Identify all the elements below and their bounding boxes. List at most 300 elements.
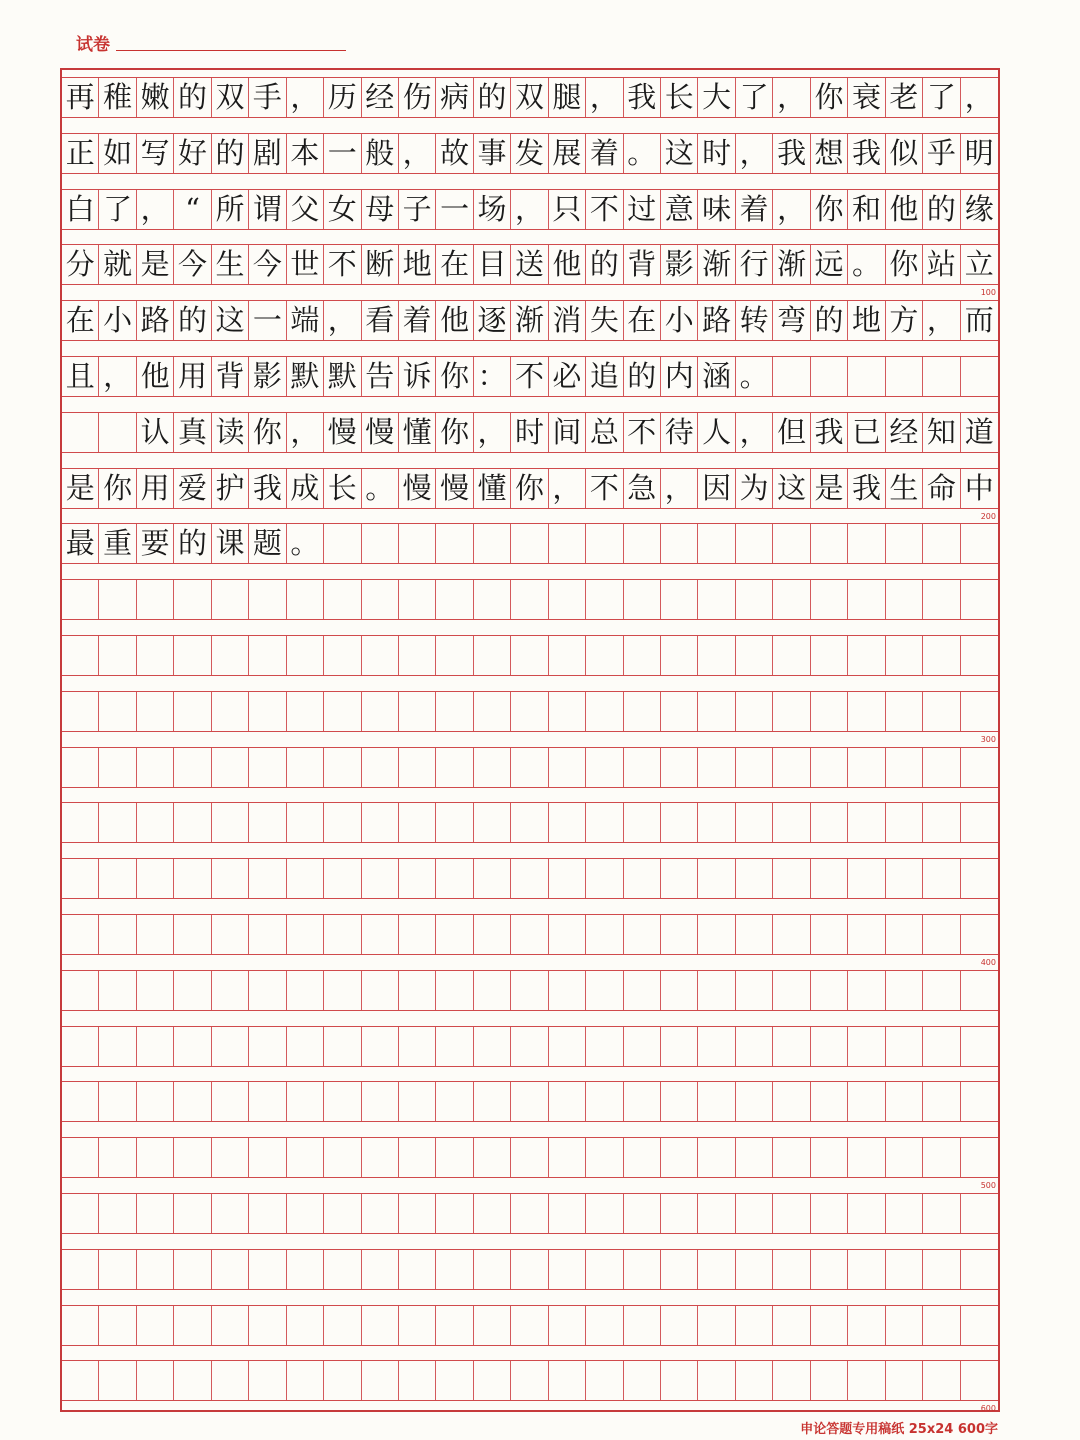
grid-cell: 只 bbox=[549, 190, 586, 229]
char-count-marker: 300 bbox=[980, 734, 996, 744]
grid-cell bbox=[62, 1361, 99, 1400]
grid-cell bbox=[474, 915, 511, 954]
grid-cell bbox=[212, 1306, 249, 1345]
grid-cell bbox=[511, 1194, 548, 1233]
grid-cell: ， bbox=[923, 301, 960, 340]
grid-cell bbox=[362, 580, 399, 619]
grid-cell bbox=[399, 1082, 436, 1121]
grid-cell bbox=[923, 1138, 960, 1177]
grid-cell: 成 bbox=[287, 469, 324, 508]
grid-cell bbox=[624, 692, 661, 731]
grid-cell: 写 bbox=[137, 134, 174, 173]
grid-cell bbox=[736, 692, 773, 731]
grid-cell bbox=[249, 915, 286, 954]
grid-cell bbox=[961, 1194, 998, 1233]
grid-cell: 的 bbox=[174, 524, 211, 563]
grid-row bbox=[62, 1081, 998, 1122]
grid-cell: 默 bbox=[287, 357, 324, 396]
grid-cell bbox=[511, 1306, 548, 1345]
grid-cell bbox=[736, 1027, 773, 1066]
grid-cell bbox=[249, 580, 286, 619]
grid-cell: ， bbox=[586, 78, 623, 117]
grid-cell bbox=[137, 636, 174, 675]
char-count-marker: 500 bbox=[980, 1181, 996, 1191]
grid-cell bbox=[324, 1250, 361, 1289]
grid-cell bbox=[62, 971, 99, 1010]
grid-cell: 一 bbox=[436, 190, 473, 229]
grid-cell bbox=[324, 1194, 361, 1233]
grid-cell: 想 bbox=[811, 134, 848, 173]
grid-cell bbox=[62, 1082, 99, 1121]
grid-cell bbox=[549, 692, 586, 731]
grid-cell bbox=[287, 859, 324, 898]
grid-cell: 了 bbox=[923, 78, 960, 117]
char-count-marker: 400 bbox=[980, 958, 996, 967]
grid-cell bbox=[773, 524, 810, 563]
grid-cell: ， bbox=[324, 301, 361, 340]
grid-cell bbox=[137, 1250, 174, 1289]
grid-cell bbox=[362, 971, 399, 1010]
grid-cell bbox=[661, 1082, 698, 1121]
grid-cell: 明 bbox=[964, 135, 994, 170]
grid-cell bbox=[698, 692, 735, 731]
grid-cell bbox=[586, 1361, 623, 1400]
grid-cell bbox=[624, 1027, 661, 1066]
grid-cell: 慢 bbox=[436, 469, 473, 508]
grid-row bbox=[62, 77, 998, 118]
grid-cell: 因 bbox=[698, 469, 735, 508]
grid-row bbox=[62, 802, 998, 843]
grid-cell bbox=[362, 1194, 399, 1233]
grid-cell: 长 bbox=[661, 78, 698, 117]
grid-cell: 我 bbox=[848, 134, 885, 173]
grid-cell bbox=[736, 1082, 773, 1121]
grid-cell bbox=[886, 1194, 923, 1233]
grid-cell bbox=[848, 524, 885, 563]
grid-cell bbox=[212, 1361, 249, 1400]
grid-cell: 不 bbox=[624, 413, 661, 452]
grid-cell bbox=[698, 580, 735, 619]
grid-cell: 送 bbox=[511, 245, 548, 284]
grid-cell bbox=[249, 1361, 286, 1400]
grid-cell: 我 bbox=[773, 134, 810, 173]
grid-cell bbox=[287, 1194, 324, 1233]
grid-cell bbox=[62, 1306, 99, 1345]
grid-cell: 双 bbox=[511, 78, 548, 117]
grid-cell bbox=[624, 1250, 661, 1289]
grid-cell: 经 bbox=[362, 78, 399, 117]
grid-cell bbox=[661, 1250, 698, 1289]
grid-cell bbox=[474, 524, 511, 563]
grid-cell bbox=[137, 1082, 174, 1121]
grid-cell: 世 bbox=[287, 245, 324, 284]
grid-cell: 时 bbox=[511, 413, 548, 452]
grid-cell: “ bbox=[174, 190, 211, 229]
grid-cell: ， bbox=[399, 134, 436, 173]
grid-cell bbox=[362, 524, 399, 563]
grid-cell bbox=[99, 748, 136, 787]
grid-cell bbox=[736, 971, 773, 1010]
grid-cell bbox=[811, 1361, 848, 1400]
grid-cell bbox=[811, 971, 848, 1010]
grid-cell: 默 bbox=[324, 357, 361, 396]
grid-cell bbox=[773, 748, 810, 787]
grid-cell bbox=[399, 692, 436, 731]
grid-cell bbox=[474, 1250, 511, 1289]
grid-cell: 看 bbox=[362, 301, 399, 340]
grid-cell bbox=[848, 1194, 885, 1233]
grid-cell bbox=[62, 1194, 99, 1233]
grid-cell: 这 bbox=[661, 134, 698, 173]
grid-cell bbox=[287, 580, 324, 619]
name-underline bbox=[116, 50, 346, 51]
grid-cell: 。 bbox=[362, 469, 399, 508]
grid-cell bbox=[99, 859, 136, 898]
grid-cell bbox=[99, 1361, 136, 1400]
grid-cell: 病 bbox=[436, 78, 473, 117]
grid-cell: 待 bbox=[661, 413, 698, 452]
grid-cell bbox=[212, 1138, 249, 1177]
grid-cell: 总 bbox=[586, 413, 623, 452]
grid-row bbox=[62, 1360, 998, 1401]
grid-cell bbox=[886, 524, 923, 563]
grid-cell: 我 bbox=[249, 469, 286, 508]
grid-cell bbox=[886, 915, 923, 954]
grid-cell bbox=[923, 803, 960, 842]
grid-cell: 地 bbox=[399, 245, 436, 284]
grid-cell: 影 bbox=[249, 357, 286, 396]
grid-cell bbox=[886, 971, 923, 1010]
grid-cell bbox=[698, 1306, 735, 1345]
grid-cell bbox=[736, 1306, 773, 1345]
grid-cell: 衰 bbox=[848, 78, 885, 117]
grid-cell bbox=[324, 1306, 361, 1345]
grid-cell bbox=[436, 636, 473, 675]
grid-cell bbox=[586, 1138, 623, 1177]
grid-cell bbox=[923, 859, 960, 898]
grid-cell bbox=[474, 580, 511, 619]
grid-cell: 母 bbox=[362, 190, 399, 229]
grid-cell: 背 bbox=[624, 245, 661, 284]
grid-cell: 是 bbox=[811, 469, 848, 508]
grid-cell: 了 bbox=[99, 190, 136, 229]
grid-cell bbox=[249, 971, 286, 1010]
grid-cell bbox=[549, 1361, 586, 1400]
grid-cell bbox=[511, 859, 548, 898]
grid-cell bbox=[287, 1082, 324, 1121]
grid-cell bbox=[212, 859, 249, 898]
grid-cell bbox=[549, 1027, 586, 1066]
grid-cell bbox=[399, 748, 436, 787]
grid-cell: 内 bbox=[661, 357, 698, 396]
grid-cell: 就 bbox=[99, 245, 136, 284]
grid-cell bbox=[436, 1082, 473, 1121]
grid-cell bbox=[549, 1250, 586, 1289]
grid-cell: 大 bbox=[698, 78, 735, 117]
grid-cell bbox=[848, 915, 885, 954]
grid-cell bbox=[886, 1138, 923, 1177]
grid-cell: 不 bbox=[511, 357, 548, 396]
grid-row bbox=[62, 1193, 998, 1234]
grid-cell: 影 bbox=[661, 245, 698, 284]
grid-cell bbox=[923, 1082, 960, 1121]
grid-row bbox=[62, 189, 998, 230]
grid-cell bbox=[362, 1082, 399, 1121]
grid-cell bbox=[287, 692, 324, 731]
grid-cell: ， bbox=[736, 134, 773, 173]
grid-cell bbox=[848, 1250, 885, 1289]
grid-cell bbox=[848, 803, 885, 842]
grid-cell bbox=[886, 803, 923, 842]
grid-cell: 的 bbox=[474, 78, 511, 117]
grid-cell bbox=[324, 803, 361, 842]
grid-cell bbox=[99, 803, 136, 842]
grid-cell: 乎 bbox=[923, 134, 960, 173]
grid-cell bbox=[511, 971, 548, 1010]
grid-cell: 一 bbox=[249, 301, 286, 340]
grid-cell bbox=[736, 524, 773, 563]
grid-cell bbox=[212, 1082, 249, 1121]
grid-row bbox=[62, 244, 998, 285]
grid-cell bbox=[62, 748, 99, 787]
grid-cell bbox=[137, 1194, 174, 1233]
grid-cell: 事 bbox=[474, 134, 511, 173]
grid-cell: 伤 bbox=[399, 78, 436, 117]
grid-cell: 路 bbox=[698, 301, 735, 340]
grid-cell bbox=[886, 859, 923, 898]
grid-cell bbox=[736, 915, 773, 954]
grid-cell bbox=[773, 1361, 810, 1400]
grid-row bbox=[62, 635, 998, 676]
grid-cell bbox=[661, 1027, 698, 1066]
grid-cell bbox=[137, 748, 174, 787]
grid-cell: 时 bbox=[698, 134, 735, 173]
grid-cell bbox=[436, 1194, 473, 1233]
grid-cell bbox=[624, 580, 661, 619]
grid-cell: ， bbox=[549, 469, 586, 508]
grid-cell bbox=[137, 915, 174, 954]
grid-cell bbox=[212, 692, 249, 731]
grid-cell: 展 bbox=[549, 134, 586, 173]
grid-cell bbox=[773, 1027, 810, 1066]
grid-cell bbox=[961, 1138, 998, 1177]
grid-cell bbox=[736, 748, 773, 787]
grid-cell bbox=[736, 1250, 773, 1289]
grid-cell bbox=[137, 580, 174, 619]
grid-cell bbox=[811, 915, 848, 954]
grid-cell bbox=[99, 971, 136, 1010]
grid-cell bbox=[549, 803, 586, 842]
grid-cell bbox=[474, 636, 511, 675]
grid-cell bbox=[62, 859, 99, 898]
grid-cell bbox=[661, 580, 698, 619]
grid-cell bbox=[886, 1361, 923, 1400]
grid-row bbox=[62, 1026, 998, 1067]
grid-cell bbox=[773, 1082, 810, 1121]
grid-cell: 稚 bbox=[99, 78, 136, 117]
grid-cell bbox=[698, 971, 735, 1010]
grid-cell bbox=[661, 692, 698, 731]
grid-cell bbox=[99, 580, 136, 619]
grid-cell: 。 bbox=[624, 134, 661, 173]
grid-cell bbox=[249, 1138, 286, 1177]
grid-cell: 道 bbox=[964, 414, 994, 449]
grid-cell: 着 bbox=[586, 134, 623, 173]
grid-cell: 谓 bbox=[249, 190, 286, 229]
grid-cell: 重 bbox=[99, 524, 136, 563]
grid-cell: 子 bbox=[399, 190, 436, 229]
grid-cell: 经 bbox=[886, 413, 923, 452]
grid-cell: 小 bbox=[99, 301, 136, 340]
grid-cell bbox=[698, 803, 735, 842]
grid-cell bbox=[736, 1194, 773, 1233]
grid-cell: 断 bbox=[362, 245, 399, 284]
grid-cell bbox=[549, 524, 586, 563]
grid-cell: ， bbox=[474, 413, 511, 452]
grid-cell: 手 bbox=[249, 78, 286, 117]
grid-cell bbox=[249, 1027, 286, 1066]
grid-cell bbox=[586, 580, 623, 619]
grid-cell bbox=[399, 1138, 436, 1177]
grid-cell bbox=[174, 1082, 211, 1121]
grid-cell bbox=[362, 915, 399, 954]
grid-row bbox=[62, 133, 998, 174]
grid-cell bbox=[287, 636, 324, 675]
grid-cell bbox=[137, 803, 174, 842]
grid-cell: 如 bbox=[99, 134, 136, 173]
grid-cell: 人 bbox=[698, 413, 735, 452]
grid-cell bbox=[474, 692, 511, 731]
grid-cell: ， bbox=[287, 413, 324, 452]
grid-cell bbox=[174, 1194, 211, 1233]
grid-cell bbox=[848, 1138, 885, 1177]
grid-cell: 涵 bbox=[698, 357, 735, 396]
grid-cell bbox=[698, 1250, 735, 1289]
grid-cell: 故 bbox=[436, 134, 473, 173]
grid-cell: 最 bbox=[62, 524, 99, 563]
grid-cell bbox=[549, 1306, 586, 1345]
grid-cell: 小 bbox=[661, 301, 698, 340]
grid-cell bbox=[436, 1306, 473, 1345]
grid-cell: ， bbox=[99, 357, 136, 396]
grid-cell bbox=[511, 1361, 548, 1400]
grid-cell bbox=[811, 859, 848, 898]
grid-cell bbox=[324, 580, 361, 619]
grid-cell: 失 bbox=[586, 301, 623, 340]
grid-cell bbox=[324, 748, 361, 787]
grid-cell bbox=[773, 692, 810, 731]
grid-cell bbox=[886, 748, 923, 787]
grid-cell bbox=[848, 748, 885, 787]
grid-cell bbox=[961, 859, 998, 898]
grid-cell bbox=[923, 915, 960, 954]
grid-cell bbox=[811, 524, 848, 563]
grid-cell bbox=[586, 915, 623, 954]
grid-cell: ， bbox=[964, 80, 994, 114]
grid-cell bbox=[137, 971, 174, 1010]
grid-row bbox=[62, 970, 998, 1011]
grid-row bbox=[62, 747, 998, 788]
grid-cell bbox=[848, 692, 885, 731]
grid-cell bbox=[923, 580, 960, 619]
grid-cell bbox=[624, 1194, 661, 1233]
grid-cell bbox=[436, 1027, 473, 1066]
grid-cell bbox=[586, 1027, 623, 1066]
grid-cell bbox=[773, 1138, 810, 1177]
grid-cell bbox=[661, 1194, 698, 1233]
grid-cell bbox=[212, 803, 249, 842]
grid-cell bbox=[474, 1138, 511, 1177]
grid-cell bbox=[549, 748, 586, 787]
grid-cell bbox=[886, 636, 923, 675]
grid-cell bbox=[811, 580, 848, 619]
grid-cell: 地 bbox=[848, 301, 885, 340]
grid-cell bbox=[212, 915, 249, 954]
grid-cell: 题 bbox=[249, 524, 286, 563]
grid-cell bbox=[923, 357, 960, 396]
grid-cell bbox=[137, 1027, 174, 1066]
grid-cell bbox=[399, 803, 436, 842]
grid-cell: 站 bbox=[923, 245, 960, 284]
grid-cell: 女 bbox=[324, 190, 361, 229]
grid-cell bbox=[511, 1250, 548, 1289]
grid-cell bbox=[399, 915, 436, 954]
grid-cell bbox=[212, 1027, 249, 1066]
grid-cell bbox=[249, 803, 286, 842]
grid-row bbox=[62, 858, 998, 899]
grid-cell: 再 bbox=[62, 78, 99, 117]
grid-cell: 分 bbox=[62, 245, 99, 284]
grid-cell bbox=[773, 1250, 810, 1289]
grid-cell bbox=[324, 859, 361, 898]
grid-cell: 的 bbox=[174, 301, 211, 340]
grid-cell bbox=[923, 971, 960, 1010]
grid-cell bbox=[624, 1082, 661, 1121]
grid-cell: 所 bbox=[212, 190, 249, 229]
grid-cell bbox=[811, 803, 848, 842]
grid-cell bbox=[586, 1250, 623, 1289]
grid-cell: 且 bbox=[62, 357, 99, 396]
grid-cell bbox=[249, 636, 286, 675]
grid-cell bbox=[736, 1138, 773, 1177]
grid-cell bbox=[137, 1138, 174, 1177]
grid-cell bbox=[399, 1361, 436, 1400]
grid-row bbox=[62, 579, 998, 620]
grid-cell bbox=[99, 1306, 136, 1345]
grid-cell bbox=[549, 1082, 586, 1121]
grid-cell: 在 bbox=[62, 301, 99, 340]
grid-cell bbox=[549, 636, 586, 675]
grid-cell: 立 bbox=[964, 247, 994, 282]
grid-row bbox=[62, 300, 998, 341]
grid-cell bbox=[848, 971, 885, 1010]
grid-cell bbox=[586, 859, 623, 898]
grid-cell bbox=[249, 748, 286, 787]
grid-cell bbox=[287, 803, 324, 842]
grid-cell: 诉 bbox=[399, 357, 436, 396]
grid-cell: ， bbox=[773, 78, 810, 117]
grid-cell bbox=[923, 636, 960, 675]
grid-cell bbox=[698, 636, 735, 675]
grid-cell bbox=[362, 748, 399, 787]
grid-cell bbox=[511, 1027, 548, 1066]
grid-cell bbox=[362, 636, 399, 675]
grid-cell bbox=[698, 1082, 735, 1121]
grid-cell: ， bbox=[736, 413, 773, 452]
grid-cell bbox=[661, 859, 698, 898]
grid-cell: 他 bbox=[137, 357, 174, 396]
grid-cell bbox=[287, 748, 324, 787]
